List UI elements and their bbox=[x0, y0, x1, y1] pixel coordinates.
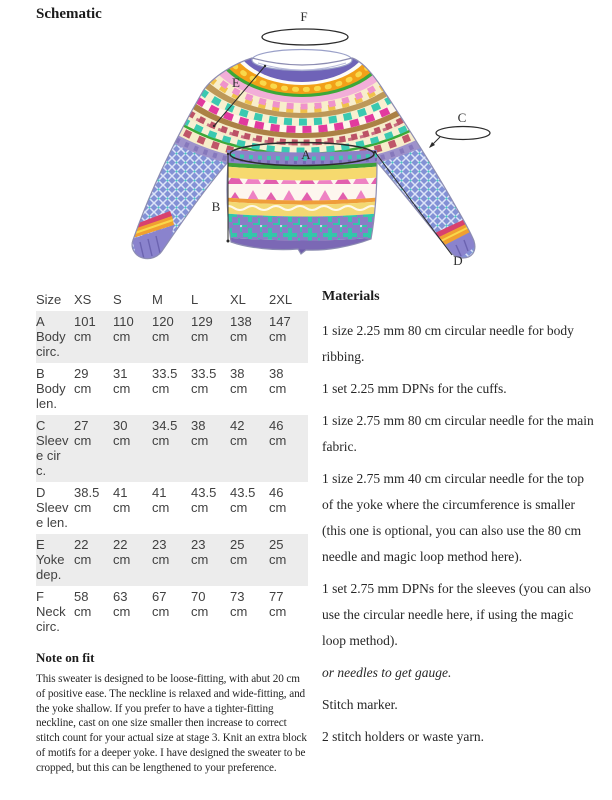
row-header: B Body len. bbox=[36, 366, 66, 411]
size-cell: 31 cm bbox=[113, 366, 131, 396]
schematic-label-d: D bbox=[453, 253, 463, 268]
schematic-label-b: B bbox=[211, 199, 221, 214]
row-header: A Body circ. bbox=[36, 314, 66, 359]
size-cell: 38.5 cm bbox=[74, 485, 100, 515]
neck-opening bbox=[252, 50, 352, 71]
materials-item: 1 size 2.25 mm 80 cm circular needle for body ribbing. bbox=[322, 323, 574, 364]
col-header: 2XL bbox=[269, 292, 293, 307]
size-cell: 27 cm bbox=[74, 418, 92, 448]
size-cell: 147 cm bbox=[269, 314, 291, 344]
col-header: M bbox=[152, 292, 163, 307]
materials-item: Stitch marker. bbox=[322, 697, 398, 712]
size-cell: 43.5 cm bbox=[191, 485, 217, 515]
table-row bbox=[36, 311, 308, 363]
schematic-label-a: A bbox=[301, 147, 311, 162]
schematic-label-f: F bbox=[300, 9, 308, 24]
col-header: L bbox=[191, 292, 199, 307]
size-cell: 25 cm bbox=[230, 537, 248, 567]
size-cell: 110 cm bbox=[113, 314, 134, 344]
size-cell: 22 cm bbox=[74, 537, 92, 567]
body-bands bbox=[220, 149, 384, 265]
note-on-fit-section bbox=[36, 650, 310, 776]
size-cell: 23 cm bbox=[191, 537, 209, 567]
size-cell: 73 cm bbox=[230, 589, 248, 619]
size-cell: 46 cm bbox=[269, 418, 287, 448]
size-cell: 41 cm bbox=[113, 485, 131, 515]
size-cell: 46 cm bbox=[269, 485, 287, 515]
table-row bbox=[36, 363, 308, 415]
col-header: S bbox=[113, 292, 122, 307]
size-cell: 138 cm bbox=[230, 314, 252, 344]
row-header: C Sleeve circ. bbox=[36, 418, 69, 478]
size-cell: 120 cm bbox=[152, 314, 174, 344]
size-cell: 58 cm bbox=[74, 589, 92, 619]
materials-item-gauge-note: or needles to get gauge. bbox=[322, 665, 452, 680]
size-cell: 41 cm bbox=[152, 485, 170, 515]
materials-item: 2 stitch holders or waste yarn. bbox=[322, 729, 484, 744]
table-row bbox=[36, 482, 308, 534]
size-cell: 30 cm bbox=[113, 418, 131, 448]
row-header: D Sleeve len. bbox=[36, 485, 69, 530]
size-cell: 38 cm bbox=[269, 366, 287, 396]
table-header-row bbox=[36, 289, 308, 311]
size-table-section bbox=[36, 289, 312, 638]
size-cell: 101 cm bbox=[74, 314, 96, 344]
table-row bbox=[36, 586, 308, 638]
col-header: XS bbox=[74, 292, 92, 307]
measure-ellipse-c bbox=[436, 127, 490, 140]
sweater-schematic bbox=[100, 5, 520, 290]
size-cell: 67 cm bbox=[152, 589, 170, 619]
size-cell: 33.5 cm bbox=[191, 366, 217, 396]
table-row bbox=[36, 415, 308, 482]
col-header: XL bbox=[230, 292, 246, 307]
size-cell: 63 cm bbox=[113, 589, 131, 619]
size-cell: 34.5 cm bbox=[152, 418, 178, 448]
measure-ellipse-f bbox=[262, 29, 348, 45]
table-row bbox=[36, 534, 308, 586]
materials-section bbox=[322, 289, 596, 756]
size-cell: 38 cm bbox=[230, 366, 248, 396]
note-on-fit-title: Note on fit bbox=[36, 650, 95, 665]
size-cell: 23 cm bbox=[152, 537, 170, 567]
size-cell: 29 cm bbox=[74, 366, 92, 396]
materials-item: 1 size 2.75 mm 80 cm circular needle for the main fabric. bbox=[322, 413, 594, 454]
col-header: Size bbox=[36, 292, 62, 307]
row-header: E Yoke dep. bbox=[36, 537, 65, 582]
sweater-art bbox=[100, 5, 510, 267]
size-cell: 33.5 cm bbox=[152, 366, 178, 396]
size-cell: 22 cm bbox=[113, 537, 131, 567]
note-on-fit-text: This sweater is designed to be loose-fitting, with abut 20 cm of positive ease. The neckline is relaxed and wide-fitting, and the yoke shallow. If you prefer to have a tighter-fitting neckline, cast on one size smaller then increase to correct stitch count for your actual size at stage 3. Knit an extra block of motifs for a deeper yoke. I have designed the sweater to be cropped, but this can be lengthened to your preference. bbox=[36, 673, 307, 774]
size-cell: 42 cm bbox=[230, 418, 248, 448]
size-cell: 38 cm bbox=[191, 418, 209, 448]
page-title: Schematic bbox=[36, 6, 102, 22]
materials-item: 1 set 2.25 mm DPNs for the cuffs. bbox=[322, 381, 507, 396]
materials-title: Materials bbox=[322, 289, 380, 304]
sweater-schematic-svg bbox=[100, 5, 520, 290]
size-cell: 70 cm bbox=[191, 589, 209, 619]
size-cell: 129 cm bbox=[191, 314, 213, 344]
size-cell: 77 cm bbox=[269, 589, 287, 619]
materials-item: 1 set 2.75 mm DPNs for the sleeves (you can also use the circular needle here, if using the magic loop method). bbox=[322, 581, 591, 648]
schematic-label-e: E bbox=[232, 75, 240, 90]
size-cell: 43.5 cm bbox=[230, 485, 256, 515]
schematic-label-c: C bbox=[457, 110, 467, 125]
size-table bbox=[36, 289, 308, 638]
row-header: F Neck circ. bbox=[36, 589, 66, 634]
materials-item: 1 size 2.75 mm 40 cm circular needle for the top of the yoke where the circumference is smaller (this one is optional, you can also use the 80 cm needle and magic loop method here). bbox=[322, 471, 585, 564]
size-cell: 25 cm bbox=[269, 537, 287, 567]
